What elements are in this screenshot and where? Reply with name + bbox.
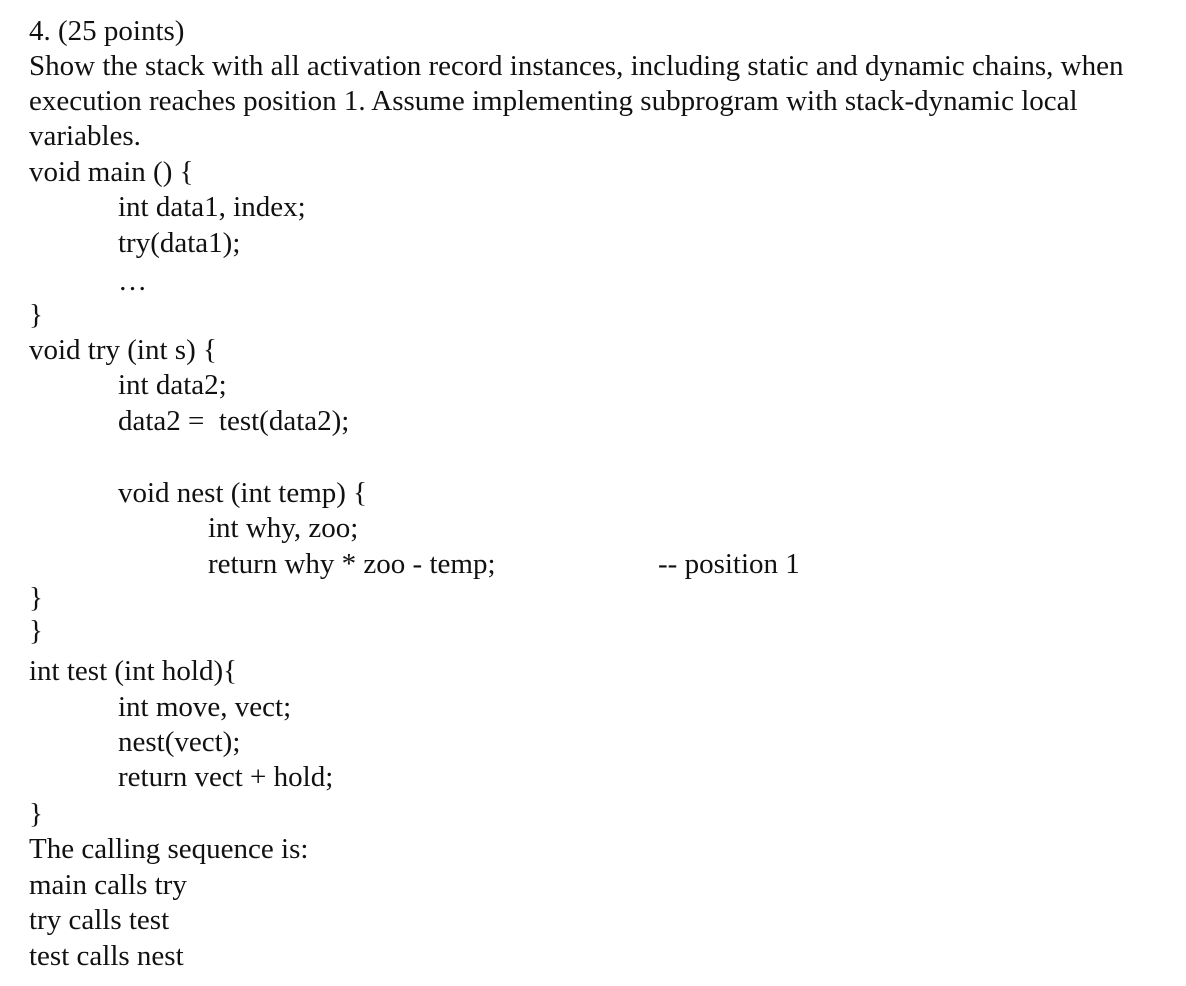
prompt-line-1: Show the stack with all activation record instances, including static and dynamic chains, when (29, 50, 1124, 82)
try-signature: void try (int s) { (29, 334, 217, 366)
test-declaration: int move, vect; (118, 691, 292, 723)
try-close-brace: } (29, 615, 43, 647)
position-1-marker: -- position 1 (658, 548, 800, 580)
main-declaration: int data1, index; (118, 191, 306, 223)
calling-sequence-title: The calling sequence is: (29, 833, 309, 865)
calling-step-1: main calls try (29, 869, 187, 901)
test-signature: int test (int hold){ (29, 655, 238, 687)
nest-return: return why * zoo - temp; (208, 548, 496, 580)
main-ellipsis: … (118, 265, 147, 297)
nest-close-brace: } (29, 582, 43, 614)
main-close-brace: } (29, 299, 43, 331)
test-call-nest: nest(vect); (118, 726, 241, 758)
try-declaration: int data2; (118, 369, 227, 401)
main-signature: void main () { (29, 156, 194, 188)
prompt-line-3: variables. (29, 120, 141, 152)
nest-signature: void nest (int temp) { (118, 477, 368, 509)
prompt-line-2: execution reaches position 1. Assume implementing subprogram with stack-dynamic local (29, 85, 1078, 117)
try-assign-test: data2 = test(data2); (118, 405, 350, 437)
nest-declaration: int why, zoo; (208, 512, 359, 544)
question-header: 4. (25 points) (29, 15, 185, 47)
calling-step-3: test calls nest (29, 940, 184, 972)
calling-step-2: try calls test (29, 904, 170, 936)
main-call-try: try(data1); (118, 227, 241, 259)
test-close-brace: } (29, 798, 43, 830)
test-return: return vect + hold; (118, 761, 334, 793)
